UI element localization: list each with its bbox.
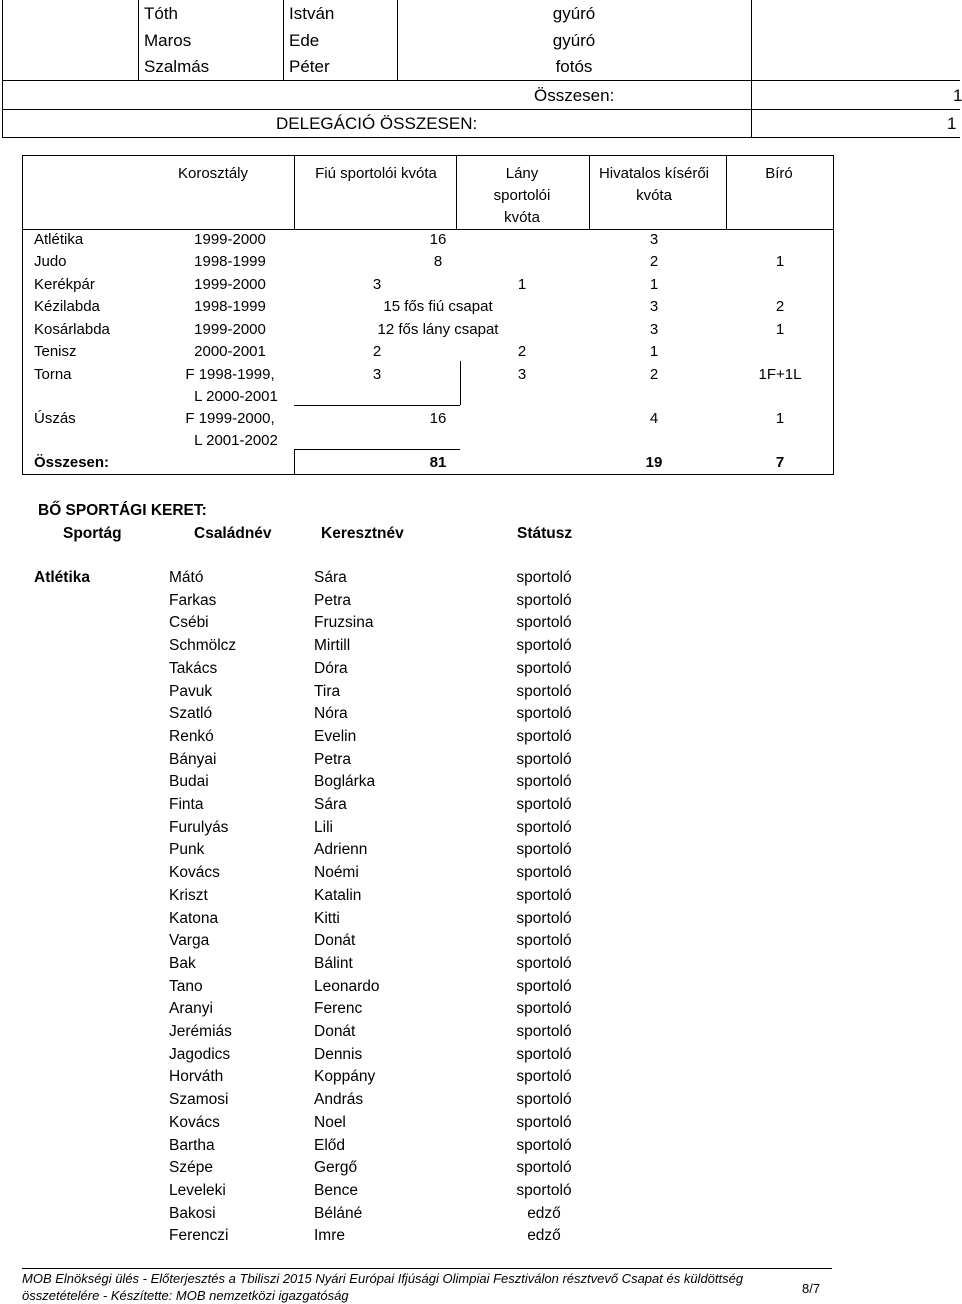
sport-name: Kézilabda <box>34 298 100 315</box>
member-family-name: Kovács <box>169 1113 220 1131</box>
member-status: sportoló <box>516 637 572 655</box>
member-status: sportoló <box>516 954 572 972</box>
officials-quota: 3 <box>649 231 659 248</box>
member-given-name: Petra <box>314 591 352 609</box>
header-officials-2: kvóta <box>636 187 672 204</box>
sport-name: Kerékpár <box>34 276 95 293</box>
age-group: F 1998-1999, <box>185 366 275 383</box>
member-given-name: Ferenc <box>314 1000 363 1018</box>
member-given-name: Adrienn <box>314 841 368 859</box>
member-given-name: Bálint <box>314 954 353 972</box>
member-status: sportoló <box>516 1045 572 1063</box>
member-given-name: Előd <box>314 1136 346 1154</box>
sport-name: Kosárlabda <box>34 321 110 338</box>
member-family-name: Horváth <box>169 1068 224 1086</box>
member-family-name: Jerémiás <box>169 1023 232 1040</box>
member-status: sportoló <box>516 1091 572 1109</box>
referee-quota: 1 <box>775 321 785 338</box>
member-status: sportoló <box>516 1136 572 1154</box>
delegate-given-name: István <box>289 4 335 23</box>
member-family-name: Farkas <box>169 591 217 609</box>
member-family-name: Kovács <box>169 864 220 882</box>
member-given-name: Gergő <box>314 1159 358 1177</box>
header-referee: Bíró <box>765 165 793 182</box>
member-given-name: Lili <box>314 818 333 836</box>
member-given-name: Koppány <box>314 1068 376 1086</box>
member-given-name: Mirtill <box>314 637 351 655</box>
member-status: sportoló <box>516 659 572 677</box>
member-status: sportoló <box>516 1113 572 1131</box>
member-status: sportoló <box>516 886 572 904</box>
page-number: 8/7 <box>802 1281 821 1296</box>
athlete-quota: 16 <box>429 410 447 427</box>
member-family-name: Bartha <box>169 1136 215 1154</box>
member-family-name: Jagodics <box>169 1045 231 1063</box>
age-group: 2000-2001 <box>194 343 266 360</box>
member-given-name: Tira <box>314 682 341 700</box>
delegation-total-label: DELEGÁCIÓ ÖSSZESEN: <box>276 114 478 133</box>
age-group-girls: L 2001-2002 <box>194 432 278 449</box>
member-family-name: Takács <box>169 659 218 677</box>
member-given-name: Noel <box>314 1113 346 1131</box>
member-family-name: Bányai <box>169 750 217 768</box>
roster-header-family: Családnév <box>194 525 272 542</box>
member-given-name: Béláné <box>314 1204 363 1222</box>
boys-quota: 2 <box>372 343 382 360</box>
delegate-family-name: Maros <box>144 31 192 50</box>
member-given-name: Fruzsina <box>314 614 374 632</box>
member-family-name: Csébi <box>169 614 209 632</box>
age-group: 1998-1999 <box>194 298 266 315</box>
member-family-name: Punk <box>169 841 205 859</box>
girls-quota: 2 <box>517 343 527 360</box>
member-family-name: Katona <box>169 909 219 927</box>
girls-quota: 1 <box>517 276 527 293</box>
header-boys-quota: Fiú sportolói kvóta <box>315 165 437 182</box>
footer-line-1: MOB Elnökségi ülés - Előterjesztés a Tbiliszi 2015 Nyári Európai Ifjúsági Olimpiai Fesztiválon résztvevő Csapat és küldöttség <box>22 1271 744 1286</box>
age-group: 1999-2000 <box>194 231 266 248</box>
footer-divider <box>22 1268 832 1269</box>
officials-quota: 4 <box>649 410 659 427</box>
officials-quota: 1 <box>649 343 659 360</box>
athlete-quota: 8 <box>433 253 443 270</box>
member-status: sportoló <box>516 569 572 586</box>
member-given-name: Evelin <box>314 727 357 745</box>
header-girls-quota-3: kvóta <box>504 209 540 226</box>
delegation-table <box>0 0 960 138</box>
delegation-total-value: 1 <box>947 114 957 133</box>
member-given-name: Sára <box>314 796 347 813</box>
member-given-name: Noémi <box>314 864 359 882</box>
quota-total-label: Összesen: <box>34 454 110 471</box>
delegate-family-name: Tóth <box>144 4 179 23</box>
member-status: sportoló <box>516 727 572 745</box>
sport-name: Torna <box>34 366 72 383</box>
boys-quota: 3 <box>372 366 382 383</box>
member-status: sportoló <box>516 818 572 836</box>
member-family-name: Varga <box>169 932 210 950</box>
member-given-name: Petra <box>314 750 352 768</box>
roster-title: BŐ SPORTÁGI KERET: <box>38 502 207 519</box>
sport-name: Tenisz <box>34 343 77 360</box>
age-group-girls: L 2000-2001 <box>194 388 278 405</box>
member-status: sportoló <box>516 932 572 950</box>
sport-name: Atlétika <box>34 231 84 248</box>
athlete-quota: 12 fős lány csapat <box>377 321 499 338</box>
member-family-name: Szamosi <box>169 1091 229 1109</box>
member-status: sportoló <box>516 796 572 813</box>
sport-name: Úszás <box>34 410 76 427</box>
age-group: 1998-1999 <box>194 253 266 270</box>
member-status: sportoló <box>516 909 572 927</box>
athlete-quota: 16 <box>429 231 447 248</box>
member-given-name: Donát <box>314 1023 356 1040</box>
member-status: sportoló <box>516 773 572 791</box>
roster-header-given: Keresztnév <box>321 525 404 542</box>
officials-quota: 1 <box>649 276 659 293</box>
delegate-family-name: Szalmás <box>144 57 210 76</box>
quota-total-athletes: 81 <box>429 454 447 471</box>
delegate-role: gyúró <box>552 31 596 50</box>
member-status: sportoló <box>516 1068 572 1086</box>
officials-quota: 2 <box>649 366 659 383</box>
header-girls-quota-2: sportolói <box>493 187 551 204</box>
athlete-quota: 15 fős fiú csapat <box>383 298 493 315</box>
member-status: sportoló <box>516 1000 572 1018</box>
member-family-name: Finta <box>169 796 204 813</box>
member-family-name: Szépe <box>169 1159 213 1177</box>
member-family-name: Ferenczi <box>169 1227 229 1245</box>
member-given-name: András <box>314 1091 364 1109</box>
member-status: sportoló <box>516 705 572 723</box>
member-status: edző <box>527 1227 561 1245</box>
member-given-name: Nóra <box>314 705 348 723</box>
member-given-name: Katalin <box>314 886 362 904</box>
sport-name: Judo <box>34 253 67 270</box>
referee-quota: 1F+1L <box>758 366 802 383</box>
member-status: sportoló <box>516 841 572 859</box>
member-status: sportoló <box>516 591 572 609</box>
member-given-name: Dennis <box>314 1045 363 1063</box>
member-given-name: Bence <box>314 1181 358 1199</box>
member-family-name: Szatló <box>169 705 213 723</box>
referee-quota: 1 <box>775 410 785 427</box>
member-status: sportoló <box>516 750 572 768</box>
member-family-name: Budai <box>169 773 209 791</box>
subtotal-label: Összesen: <box>534 86 615 105</box>
member-family-name: Pavuk <box>169 682 213 700</box>
member-given-name: Boglárka <box>314 773 376 791</box>
member-status: sportoló <box>516 864 572 882</box>
member-status: sportoló <box>516 977 572 995</box>
boys-quota: 3 <box>372 276 382 293</box>
delegate-given-name: Péter <box>289 57 330 76</box>
member-status: sportoló <box>516 1159 572 1177</box>
member-family-name: Aranyi <box>169 1000 213 1018</box>
officials-quota: 2 <box>649 253 659 270</box>
member-given-name: Kitti <box>314 909 340 927</box>
member-status: edző <box>527 1204 561 1222</box>
referee-quota: 2 <box>775 298 785 315</box>
quota-total-referee: 7 <box>775 454 785 471</box>
officials-quota: 3 <box>649 298 659 315</box>
member-given-name: Imre <box>314 1227 345 1245</box>
roster-header-status: Státusz <box>517 525 573 542</box>
referee-quota: 1 <box>775 253 785 270</box>
member-family-name: Renkó <box>169 727 214 745</box>
subtotal-value: 1 <box>953 86 962 105</box>
member-given-name: Dóra <box>314 659 348 677</box>
member-given-name: Donát <box>314 932 356 950</box>
age-group: F 1999-2000, <box>185 410 275 427</box>
age-group: 1999-2000 <box>194 321 266 338</box>
member-family-name: Furulyás <box>169 818 229 836</box>
age-group: 1999-2000 <box>194 276 266 293</box>
delegate-role: gyúró <box>552 4 596 23</box>
member-family-name: Schmölcz <box>169 637 237 655</box>
roster-header-sport: Sportág <box>63 525 122 542</box>
officials-quota: 3 <box>649 321 659 338</box>
member-status: sportoló <box>516 1023 572 1040</box>
roster-sport: Atlétika <box>34 569 90 586</box>
quota-total-officials: 19 <box>645 454 663 471</box>
member-status: sportoló <box>516 614 572 632</box>
member-family-name: Kriszt <box>169 886 208 904</box>
header-girls-quota-1: Lány <box>505 165 539 182</box>
member-given-name: Leonardo <box>314 977 380 995</box>
header-age-group: Korosztály <box>177 165 249 182</box>
member-family-name: Bak <box>169 954 196 972</box>
header-officials-1: Hivatalos kísérői <box>598 165 710 182</box>
member-family-name: Tano <box>169 977 203 995</box>
quota-table <box>22 155 834 475</box>
footer-line-2: összetételére - Készítette: MOB nemzetközi igazgatóság <box>22 1288 349 1303</box>
member-status: sportoló <box>516 1181 572 1199</box>
delegate-given-name: Ede <box>289 31 320 50</box>
member-family-name: Leveleki <box>169 1181 226 1199</box>
girls-quota: 3 <box>517 366 527 383</box>
member-given-name: Sára <box>314 569 347 586</box>
member-family-name: Mátó <box>169 569 204 586</box>
delegate-role: fotós <box>555 57 593 76</box>
member-family-name: Bakosi <box>169 1204 216 1222</box>
member-status: sportoló <box>516 682 572 700</box>
